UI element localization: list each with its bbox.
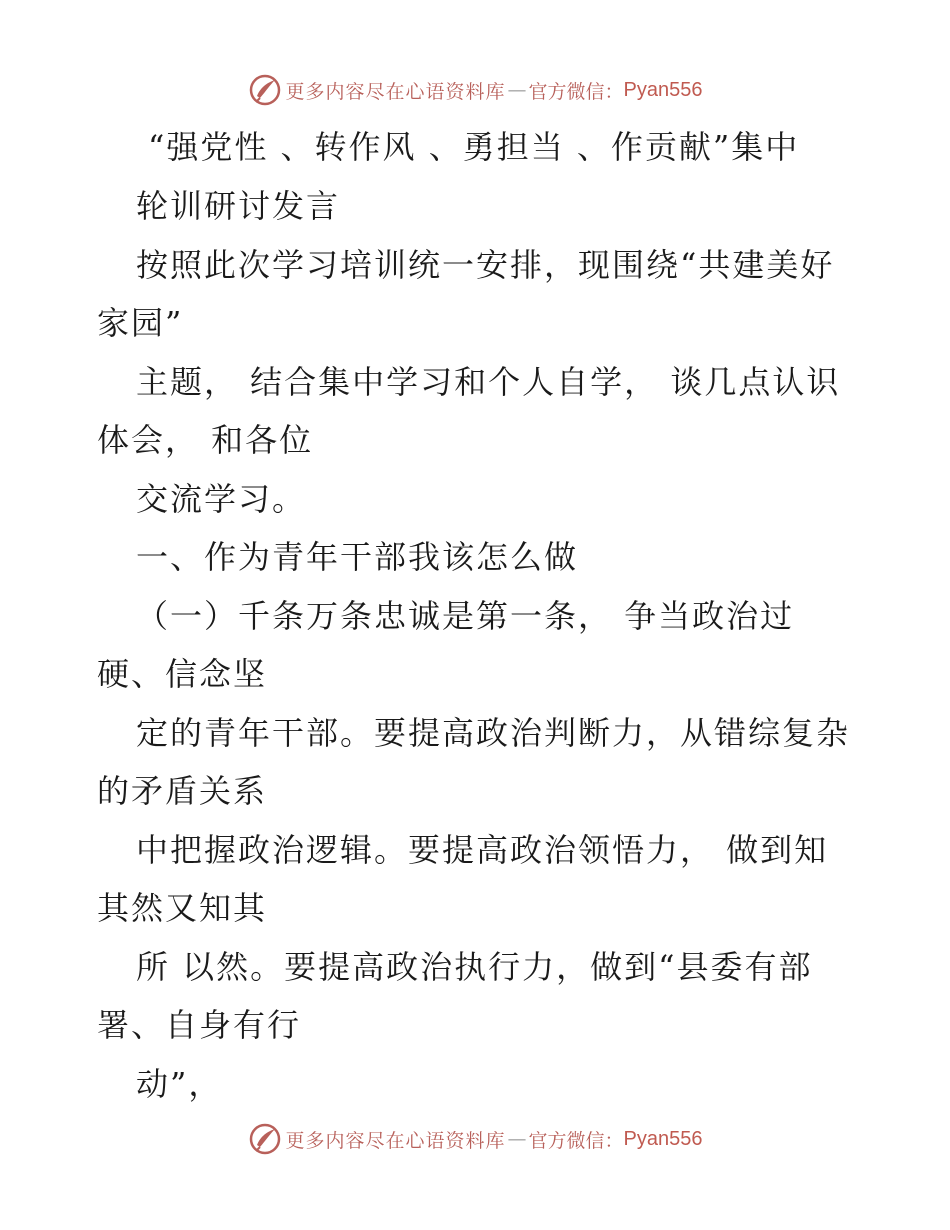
paragraph-line: 交流学习。 bbox=[136, 480, 307, 518]
subsection-heading: （一）千条万条忠诚是第一条， 争当政治过 bbox=[136, 597, 795, 635]
paragraph-line: 所 以然。要提高政治执行力，做到“县委有部 bbox=[136, 948, 813, 986]
watermark-text: 更多内容尽在心语资料库 bbox=[285, 1129, 506, 1152]
watermark-dash: — bbox=[507, 1128, 527, 1150]
watermark-wechat-id: Pyan556 bbox=[623, 1127, 703, 1150]
pen-logo-icon bbox=[248, 1122, 282, 1156]
watermark-wechat-label: 官方微信： bbox=[528, 1129, 624, 1152]
watermark-text: 更多内容尽在心语资料库 bbox=[285, 80, 506, 103]
watermark-banner-bottom bbox=[0, 1119, 950, 1159]
paragraph-line: 按照此次学习培训统一安排，现围绕“共建美好 bbox=[136, 246, 835, 284]
paragraph-line: 定的青年干部。要提高政治判断力，从错综复杂 bbox=[136, 714, 851, 752]
paragraph-line: 中把握政治逻辑。要提高政治领悟力， 做到知 bbox=[136, 831, 829, 869]
document-title: “强党性 、转作风 、勇担当 、作贡献”集中 bbox=[148, 128, 800, 166]
watermark-wechat-id: Pyan556 bbox=[623, 78, 703, 101]
paragraph-line: 动”， bbox=[136, 1065, 223, 1103]
paragraph-line: 署、自身有行 bbox=[97, 1006, 302, 1044]
paragraph-line: 家园” bbox=[97, 304, 184, 342]
paragraph-line: 其然又知其 bbox=[97, 889, 268, 927]
paragraph-line: 的矛盾关系 bbox=[97, 772, 268, 810]
watermark-dash: — bbox=[507, 79, 527, 101]
section-heading: 一、作为青年干部我该怎么做 bbox=[136, 538, 579, 576]
pen-logo-icon bbox=[248, 73, 282, 107]
watermark-banner-top bbox=[0, 70, 950, 110]
watermark-wechat-label: 官方微信： bbox=[528, 80, 624, 103]
paragraph-line: 主题， 结合集中学习和个人自学， 谈几点认识 bbox=[136, 363, 841, 401]
document-title-cont: 轮训研讨发言 bbox=[136, 187, 341, 225]
paragraph-line: 硬、信念坚 bbox=[97, 655, 268, 693]
paragraph-line: 体会， 和各位 bbox=[97, 421, 314, 459]
